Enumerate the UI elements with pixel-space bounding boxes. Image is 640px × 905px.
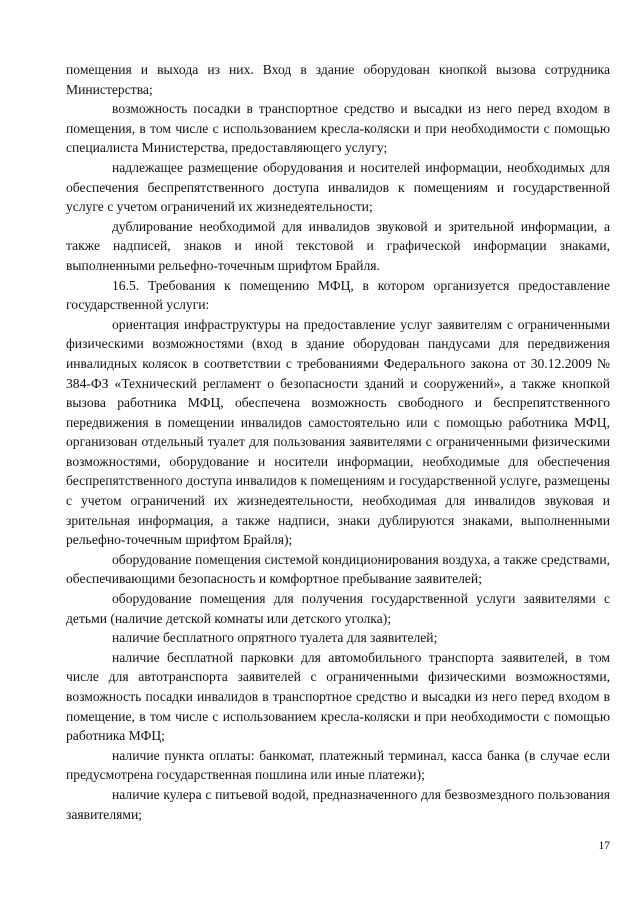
paragraph: возможность посадки в транспортное средство и высадки из него перед входом в помещения, в том числе с использованием кресла-коляски и при необходимости с помощью специалиста Министерства, предоставляющего услугу; bbox=[66, 101, 610, 156]
paragraph: оборудование помещения для получения государственной услуги заявителями с детьми (наличие детской комнаты или детского уголка); bbox=[66, 591, 610, 626]
paragraph: ориентация инфраструктуры на предоставление услуг заявителям с ограниченными физическими возможностями (вход в здание оборудован пандусами для передвижения инвалидных колясок в соответствии с требованиями Федерального закона от 30.12.2009 № 384-ФЗ «Технический регламент о безопасности зданий и сооружений», а также кнопкой вызова работника МФЦ, обеспечена возможность свободного и беспрепятственного передвижения в помещении инвалидов самостоятельно или с помощью работника МФЦ, организован отдельный туалет для пользования заявителями с ограниченными физическими возможностями, оборудование и носители информации, необходимые для обеспечения беспрепятственного доступа инвалидов к помещениям и государственной услуге, размещены с учетом ограничений их жизнедеятельности, необходимая для инвалидов звуковая и зрительная информация, а также надписи, знаки дублируются знаками, выполненными рельефно-точечным шрифтом Брайля); bbox=[66, 316, 610, 548]
paragraph: дублирование необходимой для инвалидов звуковой и зрительной информации, а также надписей, знаков и иной текстовой и графической информации знаками, выполненными рельефно-точечным шрифтом Брайля. bbox=[66, 218, 610, 273]
paragraph: наличие пункта оплаты: банкомат, платежный терминал, касса банка (в случае если предусмотрена государственная пошлина или иные платежи); bbox=[66, 747, 610, 783]
document-page bbox=[66, 60, 610, 824]
paragraph: наличие кулера с питьевой водой, предназначенного для безвозмездного пользования заявителями; bbox=[66, 786, 610, 822]
paragraph: оборудование помещения системой кондиционирования воздуха, а также средствами, обеспечивающими безопасность и комфортное пребывание заявителей; bbox=[66, 551, 610, 587]
page-number: 17 bbox=[598, 840, 610, 852]
paragraph: наличие бесплатного опрятного туалета для заявителей; bbox=[112, 630, 438, 646]
paragraph: надлежащее размещение оборудования и носителей информации, необходимых для обеспечения беспрепятственного доступа инвалидов к помещениям и государственной услуге с учетом ограничений их жизнедеятельности; bbox=[66, 159, 610, 215]
paragraph: помещения и выхода из них. Вход в здание оборудован кнопкой вызова сотрудника Министерства; bbox=[66, 62, 610, 97]
paragraph: наличие бесплатной парковки для автомобильного транспорта заявителей, в том числе для автотранспорта заявителей с ограниченными физическими возможностями, возможность посадки инвалидов в транспортное средство и высадки из него перед входом в помещение, в том числе с использованием кресла-коляски и при необходимости с помощью работника МФЦ; bbox=[66, 649, 610, 744]
section-heading-16-5: 16.5. Требования к помещению МФЦ, в котором организуется предоставление государственной услуги: bbox=[66, 277, 610, 313]
